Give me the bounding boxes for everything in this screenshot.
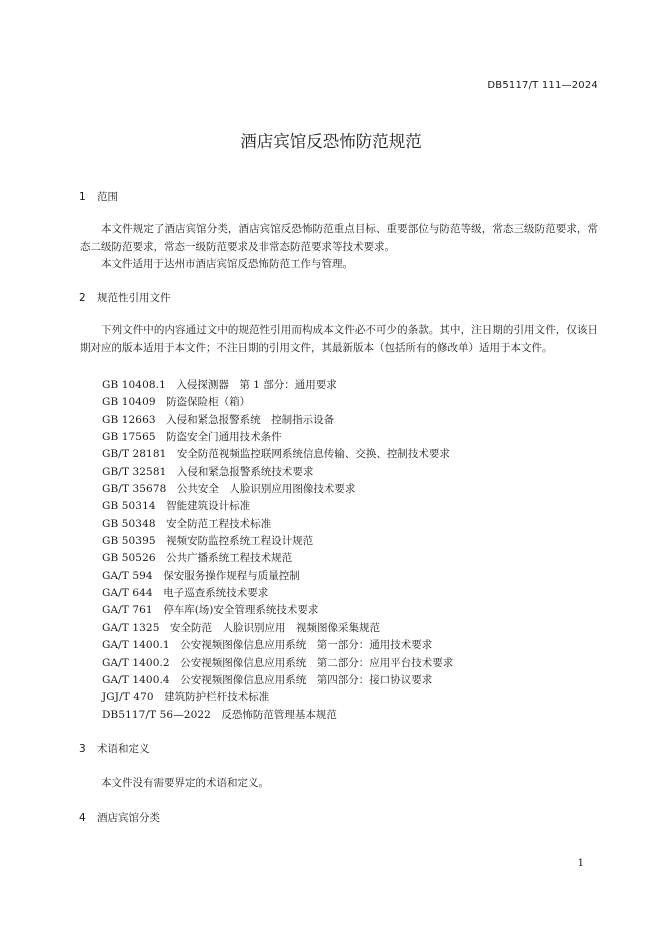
reference-item	[102, 446, 453, 463]
reference-code: JGJ/T 470	[102, 691, 154, 704]
section-number: 3	[79, 743, 86, 755]
reference-code: GB/T 32581	[102, 465, 167, 478]
reference-title: 视频安防监控系统工程设计规范	[166, 535, 314, 548]
reference-title: 电子巡查系统技术要求	[163, 587, 269, 600]
reference-code: DB5117/T 56—2022	[102, 708, 211, 721]
reference-title: 公安视频图像信息应用系统 第一部分：通用技术要求	[180, 639, 433, 652]
reference-item	[102, 516, 453, 533]
reference-title: 反恐怖防范管理基本规范	[221, 708, 337, 721]
section-number: 4	[79, 812, 86, 824]
reference-title: 公共安全 人脸识别应用图像技术要求	[176, 483, 356, 496]
reference-title: 建筑防护栏杆技术标准	[164, 691, 270, 704]
reference-item	[102, 568, 453, 585]
reference-item	[102, 394, 453, 411]
reference-item	[102, 464, 453, 481]
reference-item	[102, 707, 453, 724]
reference-item	[102, 377, 453, 394]
reference-item	[102, 498, 453, 515]
reference-code: GB 50395	[102, 535, 156, 548]
reference-item	[102, 655, 453, 672]
reference-code: GA/T 1400.2	[102, 656, 170, 669]
standard-code: DB5117/T 111—2024	[487, 80, 598, 91]
section-number: 1	[79, 191, 86, 203]
reference-item	[102, 689, 453, 706]
reference-title: 防盗保险柜（箱）	[166, 396, 251, 409]
reference-code: GB 50526	[102, 552, 156, 565]
reference-title: 防盗安全门通用技术条件	[166, 431, 282, 444]
reference-code: GB 10409	[102, 396, 156, 409]
reference-item	[102, 429, 453, 446]
reference-title: 公安视频图像信息应用系统 第四部分：接口协议要求	[180, 673, 433, 686]
reference-item	[102, 620, 453, 637]
reference-code: GA/T 594	[102, 569, 153, 582]
reference-title: 智能建筑设计标准	[166, 500, 251, 513]
normative-references-list	[102, 377, 453, 724]
reference-title: 安全防范 人脸识别应用 视频图像采集规范	[169, 621, 380, 634]
reference-title: 入侵和紧急报警系统 控制指示设备	[166, 413, 335, 426]
scope-paragraph-1: 本文件规定了酒店宾馆分类，酒店宾馆反恐怖防范重点目标、重要部位与防范等级，常态三级防范要求，常态二级防范要求，常态一级防范要求及非常态防范要求等技术要求。	[80, 223, 598, 253]
reference-title: 入侵和紧急报警系统技术要求	[176, 465, 314, 478]
section-title: 术语和定义	[97, 743, 150, 755]
section-title: 规范性引用文件	[97, 292, 171, 304]
section-2-heading	[79, 290, 171, 305]
reference-code: GA/T 1325	[102, 621, 160, 634]
reference-code: GB 50314	[102, 500, 156, 513]
reference-item	[102, 533, 453, 550]
reference-code: GB/T 28181	[102, 448, 167, 461]
reference-title: 公安视频图像信息应用系统 第二部分：应用平台技术要求	[180, 656, 454, 669]
section-3-heading	[79, 741, 150, 756]
reference-code: GA/T 761	[102, 604, 153, 617]
terms-paragraph: 本文件没有需要界定的术语和定义。	[101, 777, 269, 789]
reference-code: GA/T 644	[102, 587, 153, 600]
reference-item	[102, 550, 453, 567]
section-number: 2	[79, 292, 86, 304]
scope-paragraph-2: 本文件适用于达州市酒店宾馆反恐怖防范工作与管理。	[101, 258, 353, 270]
reference-code: GB 10408.1	[102, 379, 166, 391]
reference-code: GA/T 1400.1	[102, 639, 170, 652]
reference-code: GA/T 1400.4	[102, 673, 170, 686]
section-4-heading	[79, 810, 160, 825]
reference-code: GB/T 35678	[102, 483, 167, 496]
reference-item	[102, 602, 453, 619]
reference-code: GB 17565	[102, 431, 156, 444]
reference-item	[102, 637, 453, 654]
reference-item	[102, 412, 453, 429]
reference-title: 保安服务操作规程与质量控制	[163, 569, 300, 582]
reference-title: 公共广播系统工程技术规范	[166, 552, 293, 565]
document-title: 酒店宾馆反恐怖防范规范	[240, 132, 422, 151]
reference-item	[102, 585, 453, 602]
page-number: 1	[577, 858, 584, 869]
reference-item	[102, 672, 453, 689]
section-title: 酒店宾馆分类	[97, 812, 160, 824]
reference-item	[102, 481, 453, 498]
references-intro: 下列文件中的内容通过文中的规范性引用而构成本文件必不可少的条款。其中，注日期的引用文件，仅该日期对应的版本适用于本文件；不注日期的引用文件，其最新版本（包括所有的修改单）适用于本文件。	[80, 324, 598, 354]
reference-title: 停车库(场)安全管理系统技术要求	[163, 604, 319, 617]
reference-code: GB 12663	[102, 413, 156, 426]
reference-title: 安全防范工程技术标准	[166, 517, 272, 530]
section-title: 范围	[97, 191, 118, 203]
reference-code: GB 50348	[102, 517, 156, 530]
reference-title: 入侵探测器 第 1 部分：通用要求	[176, 379, 337, 391]
section-1-heading	[79, 189, 118, 204]
reference-title: 安全防范视频监控联网系统信息传输、交换、控制技术要求	[176, 448, 450, 461]
